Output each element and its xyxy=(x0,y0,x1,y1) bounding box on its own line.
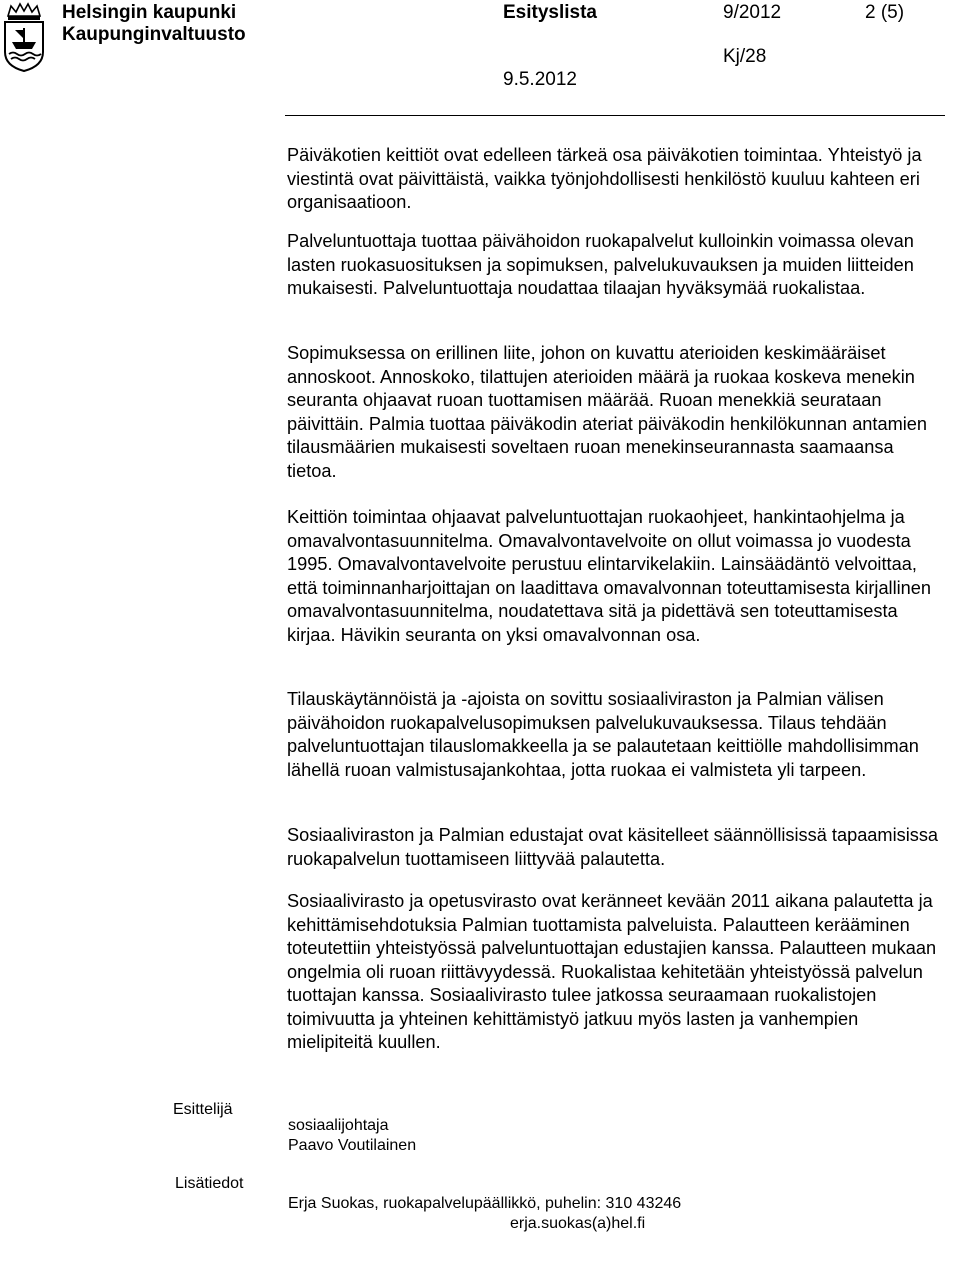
page-number: 2 (5) xyxy=(865,2,905,23)
document-number: 9/2012 xyxy=(723,2,782,23)
decision-body: Kaupunginvaltuusto xyxy=(62,24,246,45)
meeting-date: 9.5.2012 xyxy=(503,69,577,90)
case-number: Kj/28 xyxy=(723,46,767,67)
body-paragraph: Palveluntuottaja tuottaa päivähoidon ruokapalvelut kulloinkin voimassa olevan lasten ruokasuosituksen ja sopimuksen, palvelukuvauksen ja muiden liitteiden mukaisesti. Palveluntuottaja noudattaa tilaajan hyväksymää ruokalistaa. xyxy=(287,231,914,298)
presenter-title: sosiaalijohtaja xyxy=(288,1117,389,1134)
presenter-name: Paavo Voutilainen xyxy=(288,1137,417,1154)
presenter-label: Esittelijä xyxy=(173,1101,233,1118)
contact-email: erja.suokas(a)hel.fi xyxy=(510,1215,646,1232)
contact-label: Lisätiedot xyxy=(175,1175,244,1192)
organization-name: Helsingin kaupunki xyxy=(62,2,237,23)
body-paragraph: Tilauskäytännöistä ja -ajoista on sovittu sosiaaliviraston ja Palmian välisen päivähoidon ruokapalvelusopimuksen palvelukuvauksessa. Tilaus tehdään palveluntuottajan tilauslomakkeella ja se palautetaan keittiölle mahdollisimman lähellä ruoan valmistusajankohtaa, jotta ruokaa ei valmisteta yli tarpeen. xyxy=(287,689,919,780)
helsinki-coat-of-arms-icon xyxy=(2,2,46,72)
document-type: Esityslista xyxy=(503,2,597,23)
header-divider xyxy=(285,115,945,116)
body-paragraph: Sosiaaliviraston ja Palmian edustajat ovat käsitelleet säännöllisissä tapaamisissa ruokapalvelun tuottamiseen liittyvää palautetta. xyxy=(287,825,939,869)
body-paragraph: Sopimuksessa on erillinen liite, johon on kuvattu aterioiden keskimääräiset annoskoot. Annoskoko, tilattujen aterioiden määrä ja ruokaa koskeva menekin seuranta ohjaavat ruoan tuottamisen määrää. Ruoan menekkiä seurataan päivittäin. Palmia tuottaa päiväkodin ateriat päiväkodin henkilökunnan antamien tilausmäärien mukaisesti soveltaen ruoan menekinseurannasta saamaansa tietoa. xyxy=(287,343,928,481)
body-paragraph: Keittiön toimintaa ohjaavat palveluntuottajan ruokaohjeet, hankintaohjelma ja omavalvontasuunnitelma. Omavalvontavelvoite on ollut voimassa jo vuodesta 1995. Omavalvontavelvoite perustuu elintarvikelakiin. Lainsäädäntö velvoittaa, että toiminnanharjoittajan on laadittava omavalvonnan toteuttamisesta kirjallinen omavalvontasuunnitelma, noudatettava sitä ja pidettävä sen toteuttamisesta kirjaa. Hävikin seuranta on yksi omavalvonnan osa. xyxy=(287,507,932,645)
contact-info: Erja Suokas, ruokapalvelupäällikkö, puhelin: 310 43246 xyxy=(288,1195,682,1212)
body-paragraph: Sosiaalivirasto ja opetusvirasto ovat keränneet kevään 2011 aikana palautetta ja kehittämisehdotuksia Palmian tuottamista palveluista. Palautteen kerääminen toteutettiin yhteistyössä palveluntuottajan edustajien kanssa. Palautteen mukaan ongelmia oli ruoan riittävyydessä. Ruokalistaa kehitetään yhteistyössä palvelun tuottajan kanssa. Sosiaalivirasto tulee jatkossa seuraamaan ruokalistojen toimivuutta ja yhteinen kehittämistyö jatkuu myös lasten ja vanhempien mielipiteitä kuullen. xyxy=(287,891,937,1052)
body-paragraph: Päiväkotien keittiöt ovat edelleen tärkeä osa päiväkotien toimintaa. Yhteistyö ja viestintä ovat päivittäistä, vaikka työnjohdollisesti henkilöstö kuuluu kahteen eri organisaatioon. xyxy=(287,145,922,212)
